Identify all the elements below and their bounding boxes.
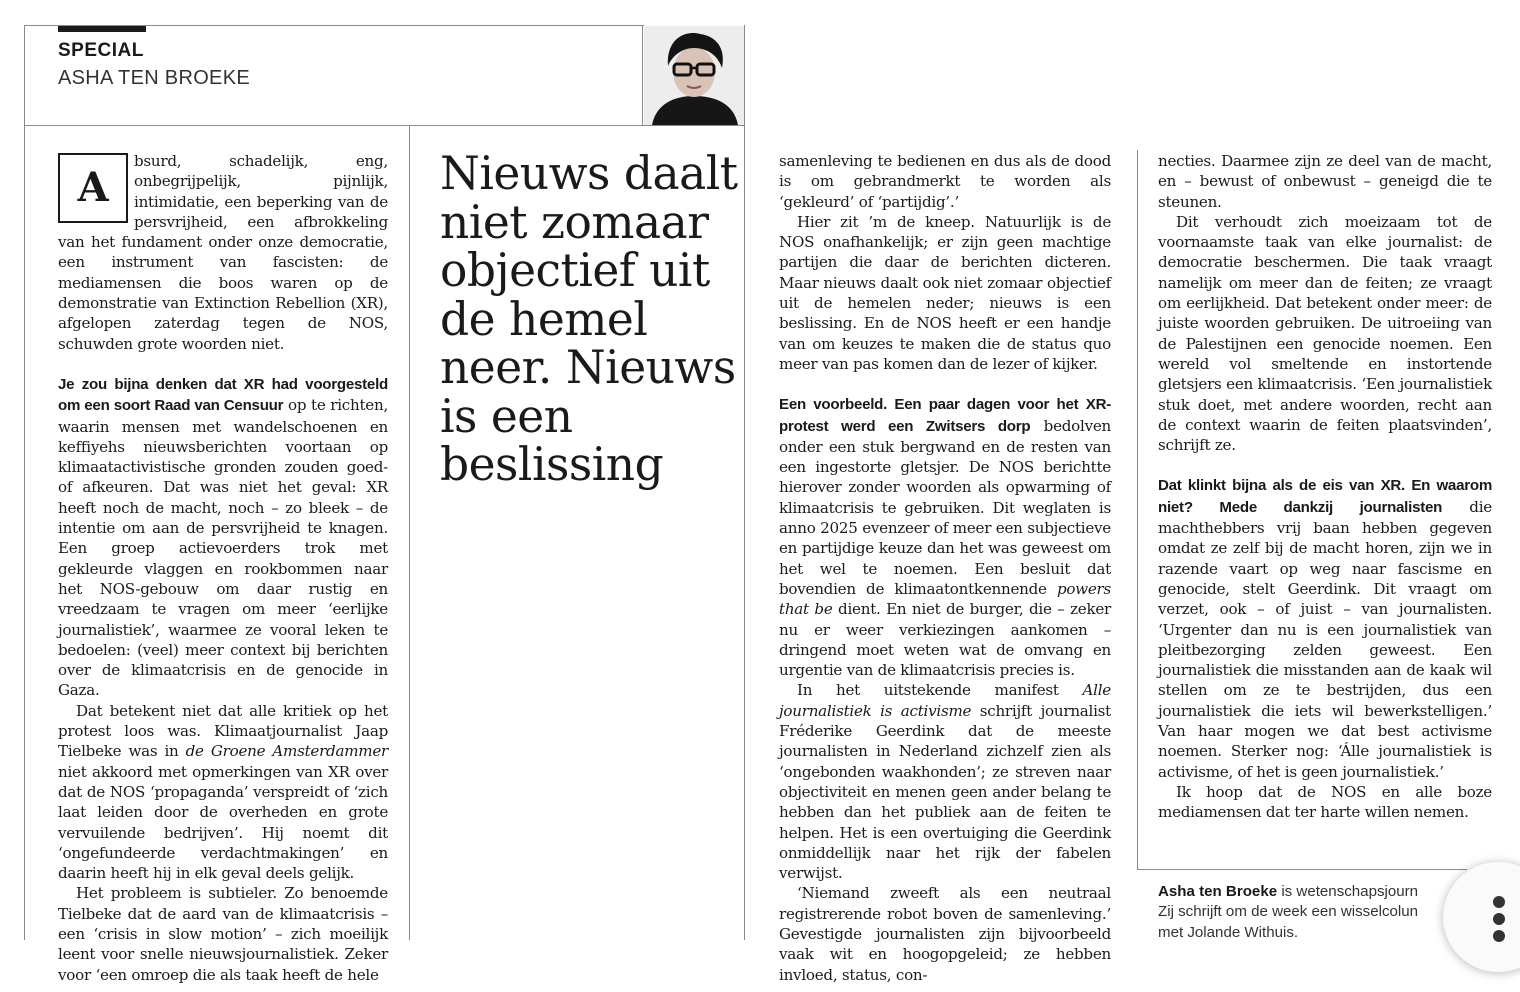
header-divider-rule	[642, 25, 643, 126]
paragraph-raad-van-censuur	[58, 374, 388, 701]
paragraph-kneep: Hier zit ’m de kneep. Natuurlijk is de NOS onafhankelijk; er zijn geen machtige partijen die daar de berichten dicteren. Maar nieuws daalt ook niet zomaar objectief uit de hemelen neder; nieuws is een beslissing. En de NOS heeft er een handje van om keuzes te maken die de status quo meer van pas komen dan de lezer of kijker.	[779, 212, 1111, 373]
emphasis-text: powers that be	[779, 579, 1111, 619]
author-name: ASHA TEN BROEKE	[58, 67, 250, 89]
paragraph-text: Dat betekent niet dat alle kritiek op het protest loos was. Klimaatjournalist Jaap Tielbeke was in	[58, 701, 388, 761]
bio-top-rule	[1137, 869, 1467, 870]
book-title: Alle journalistiek is activisme	[779, 681, 1111, 720]
paragraph-text: op te richten, waarin mensen met wandelschoenen en keffiyehs nieuwsberichten voortaan op klimaatactivistische gronden zouden goed- of afkeuren. Dat was niet het geval: XR heeft noch de macht, noch – zo bleek – de intentie om aan de persvrijheid te knagen. Een groep actievoerders trok met gekleurde vlaggen en rookbommen naar het NOS-gebouw om daar rustig en vreedzaam te vragen om meer ‘eerlijke journalistiek’, waarmee ze vooral leken te bedoelen: (veel) meer context bij berichten over de klimaatcrisis en de genocide in Gaza.	[58, 396, 388, 700]
paragraph-eis-van-xr	[1158, 475, 1492, 781]
paragraph-closing: Ik hoop dat de NOS en alle boze mediamensen dat ter harte willen nemen.	[1158, 782, 1492, 822]
lead-in-text: Dat klinkt bijna als de eis van XR. En waarom niet? Mede dankzij journalisten	[1158, 477, 1492, 516]
article-column-1	[58, 151, 388, 985]
pull-quote-headline: Nieuws daalt niet zomaar objectief uit de hemel neer. Nieuws is een beslissing	[440, 147, 738, 491]
paragraph-text: schrijft journalist Fréderike Geerdink dat de meeste journalisten in Nederland zichzelf zien als ‘ongebonden waakhonden’; ze streven naar objectiviteit en menen geen ander belang te hebben dan het publiek aan de feiten te helpen. Het is een overtuiging die Geerdink onmiddellijk naar het rijk der fabelen verwijst.	[779, 701, 1111, 883]
intro-paragraph: bsurd, schadelijk, eng, onbegrijpelijk, pijnlijk, intimidatie, een beperking van de persvrijheid, een afbrokkeling van het fundament onder onze democratie, een instrument van fascisten: de mediamensen die boos waren op de demonstratie van Extinction Rebellion (XR), afgelopen zaterdag tegen de NOS, schuwden grote woorden niet.	[58, 152, 388, 353]
bio-text: is wetenschapsjourn	[1277, 883, 1419, 900]
author-photo	[644, 26, 744, 125]
paragraph-connecties: necties. Daarmee zijn ze deel van de macht, en – bewust of onbewust – geneigd die te steunen.	[1158, 152, 1492, 211]
frame-left-rule	[24, 25, 25, 940]
column-divider-1	[409, 125, 410, 940]
author-portrait-image	[644, 26, 744, 125]
column-divider-2	[744, 25, 745, 940]
paragraph-text: In het uitstekende manifest	[797, 681, 1083, 700]
paragraph-text: bedolven onder een stuk bergwand en de resten van een ingestorte gletsjer. De NOS berichtte hierover zonder woorden als opwarming of klimaatcrisis te gebruiken. Dit weglaten is anno 2025 evenzeer of meer een subjectieve en partijdige keuze dan het was geweest om het wel te noemen. Een besluit dat bovendien de klimaatontkennende	[779, 416, 1112, 598]
paragraph-tielbeke	[58, 701, 388, 884]
paragraph-niemand: ‘Niemand zweeft als een neutraal registrerende robot boven de samenleving.’ Gevestigde journalisten zijn bijvoorbeeld vaak wit en hoogopgeleid; ze hebben invloed, status, con-	[779, 884, 1111, 984]
paragraph-text: die machthebbers vrij baan hebben gegeven omdat ze zelf bij de macht horen, zijn we in razende vaart op weg naar fascisme en genocide, stelt Geerdink. Dit vraagt om verzet, ook – of juist – van journalisten. ‘Urgenter dan nu is een journalistiek van pleitbezorging zelden geweest. Een journalistiek die misstanden aan de kaak wil stellen om ze te bestrijden, dus een journalistiek die iets wil bewerkstelligen.’ Van haar mogen we dat best activisme noemen. Sterker nog: ‘Álle journalistiek is activisme, of het is geen journalistiek.’	[1158, 497, 1492, 781]
section-marker-bar	[58, 26, 146, 32]
paragraph-voorbeeld	[779, 394, 1111, 680]
paragraph-manifest	[779, 680, 1111, 883]
author-bio	[1158, 882, 1458, 943]
paragraph-text: niet akkoord met opmerkingen van XR over dat de NOS ‘propaganda’ verspreidt of ‘zich laat leiden door de overheden en grote vervuilende bedrijven’. Hij noemt dit ‘ongefundeerde verdachtmakingen’ en daarin heeft hij in elk geval deels gelijk.	[58, 762, 388, 883]
lead-in-text: Je zou bijna denken dat XR had voorgesteld om een soort Raad van Censuur	[58, 375, 388, 415]
paragraph-continuation: samenleving te bedienen en dus als de dood is om gebrandmerkt te worden als ‘gekleurd’ of ‘partijdig’.’	[779, 152, 1111, 211]
drop-cap: A	[58, 153, 128, 223]
more-options-button[interactable]	[1443, 862, 1520, 972]
bio-author-name: Asha ten Broeke	[1158, 883, 1278, 900]
article-column-3	[779, 151, 1111, 985]
header-bottom-rule	[24, 125, 744, 126]
section-label: SPECIAL	[58, 40, 144, 61]
paragraph-democratie: Dit verhoudt zich moeizaam tot de voornaamste taak van elke journalist: de democratie beschermen. Die taak vraagt namelijk om meer dan de feiten; ze vraagt om eerlijkheid. Dat betekent onder meer: de juiste woorden gebruiken. De uitroeiing van de Palestijnen een genocide noemen. Een wereld vol smeltende en instortende gletsjers een klimaatcrisis. ‘Een journalistiek stuk doet, met andere woorden, recht aan de context waarin de feiten plaatsvinden’, schrijft ze.	[1158, 212, 1492, 455]
bio-line-3: met Jolande Withuis.	[1158, 923, 1299, 941]
column-divider-3	[1137, 150, 1138, 870]
lead-in-text: Een voorbeeld. Een paar dagen voor het XR-protest werd een Zwitsers dorp	[779, 396, 1111, 435]
bio-line-1	[1158, 882, 1458, 902]
article-column-4	[1158, 151, 1492, 823]
paragraph-subtieler: Het probleem is subtieler. Zo benoemde Tielbeke dat de aard van de klimaatcrisis – een ‘crisis in slow motion’ – zich moeilijk leent voor snelle nieuwsjournalistiek. Zeker voor ‘een omroep die als taak heeft de hele	[58, 884, 388, 984]
publication-name: de Groene Amsterdammer	[185, 742, 388, 761]
paragraph-text: dient. En niet de burger, die – zeker nu er weer verkiezingen aankomen – dringend moet weten wat de omvang en urgentie van de klimaatcrisis precies is.	[779, 600, 1111, 680]
bio-line-2: Zij schrijft om de week een wisselcolun	[1158, 903, 1419, 921]
